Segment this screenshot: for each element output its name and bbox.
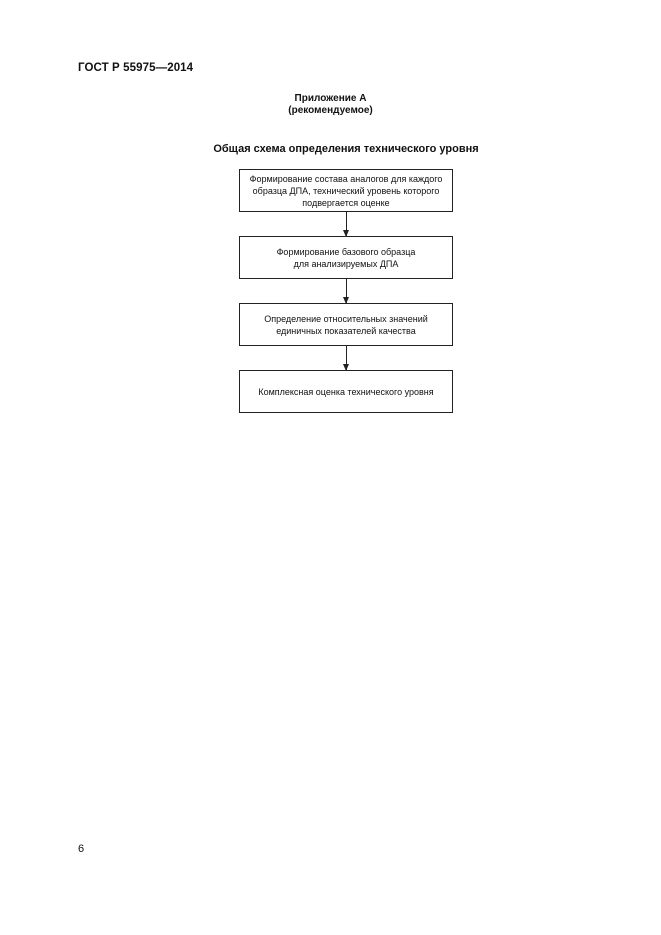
flow-step-label: Комплексная оценка технического уровня	[258, 386, 434, 397]
flow-step-label: Формирование состава аналогов для каждого образца ДПА, технический уровень которого подвергается оценке	[249, 173, 443, 208]
scheme-title: Общая схема определения технического уровня	[213, 143, 479, 155]
flow-step-analog-formation	[239, 169, 453, 212]
appendix-status: (рекомендуемое)	[288, 105, 373, 116]
page-number: 6	[78, 843, 85, 855]
appendix-title: Приложение А	[294, 93, 367, 104]
flow-step-complex-assessment	[239, 370, 453, 413]
flow-step-base-sample	[239, 236, 453, 279]
flow-arrow	[346, 279, 347, 303]
flow-arrow	[346, 346, 347, 370]
flow-arrow	[346, 212, 347, 236]
flow-step-label: Формирование базового образца для анализируемых ДПА	[276, 246, 416, 269]
flow-step-relative-values	[239, 303, 453, 346]
document-header: ГОСТ Р 55975—2014	[78, 62, 194, 74]
flow-step-label: Определение относительных значений единичных показателей качества	[264, 313, 428, 336]
